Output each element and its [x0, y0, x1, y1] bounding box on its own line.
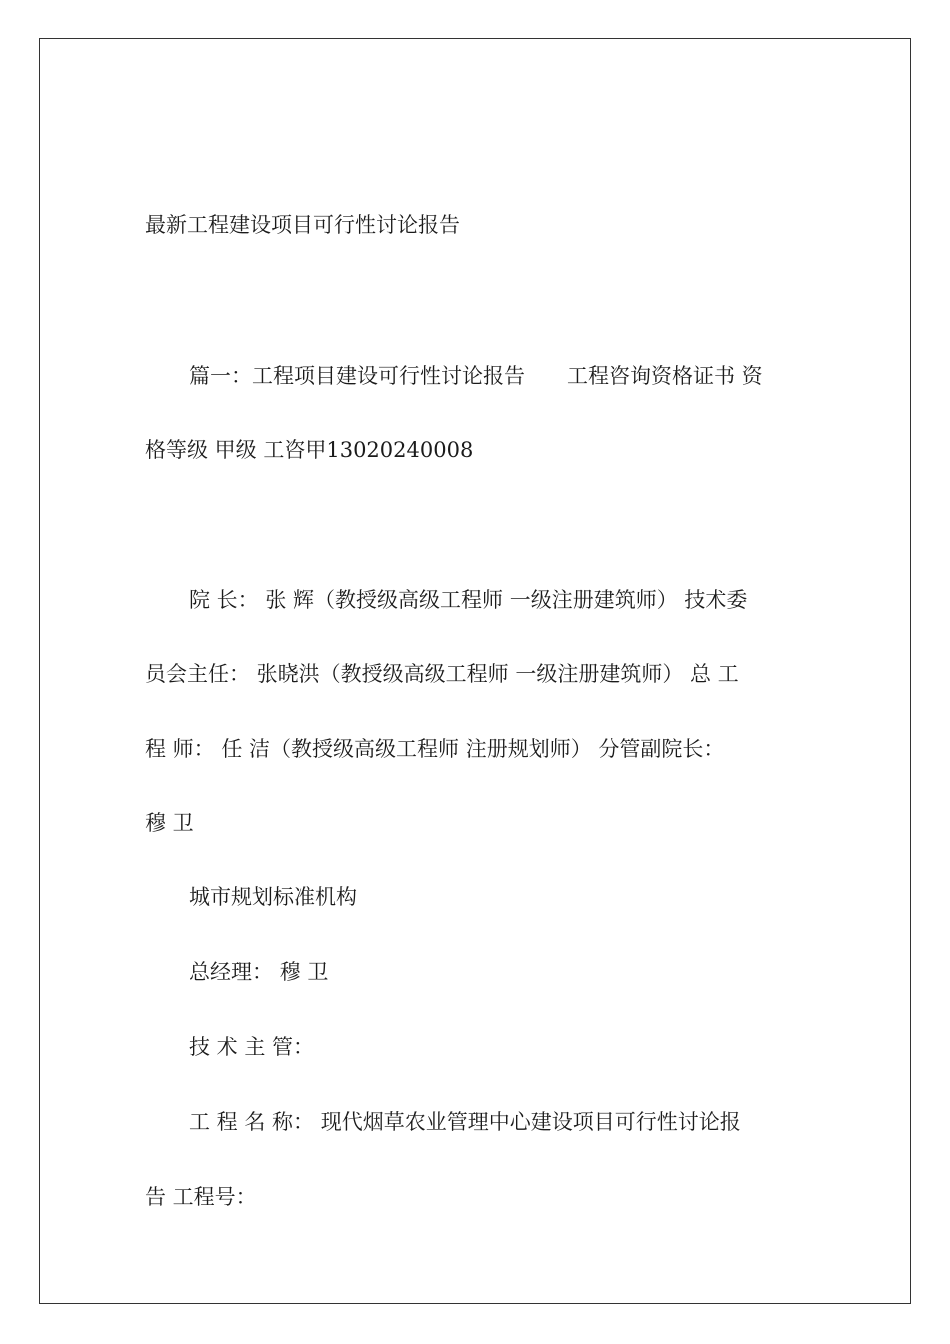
paragraph-line-6: 穆 卫	[145, 811, 194, 835]
paragraph-line-2: 格等级 甲级 工咨甲13020240008	[145, 438, 474, 462]
paragraph-line-3: 院 长： 张 辉（教授级高级工程师 一级注册建筑师） 技术委	[189, 588, 748, 612]
paragraph-line-10: 工 程 名 称： 现代烟草农业管理中心建设项目可行性讨论报	[189, 1110, 741, 1134]
paragraph-line-8: 总经理： 穆 卫	[189, 960, 329, 984]
paragraph-line-1: 篇一：工程项目建设可行性讨论报告 工程咨询资格证书 资	[189, 364, 763, 388]
paragraph-line-4: 员会主任： 张晓洪（教授级高级工程师 一级注册建筑师） 总 工	[145, 662, 739, 686]
paragraph-line-11: 告 工程号：	[145, 1185, 257, 1209]
paragraph-line-5: 程 师： 任 洁（教授级高级工程师 注册规划师） 分管副院长：	[145, 737, 725, 761]
document-title: 最新工程建设项目可行性讨论报告	[145, 213, 460, 237]
paragraph-line-7: 城市规划标准机构	[189, 885, 357, 909]
paragraph-line-9: 技 术 主 管：	[189, 1035, 315, 1059]
